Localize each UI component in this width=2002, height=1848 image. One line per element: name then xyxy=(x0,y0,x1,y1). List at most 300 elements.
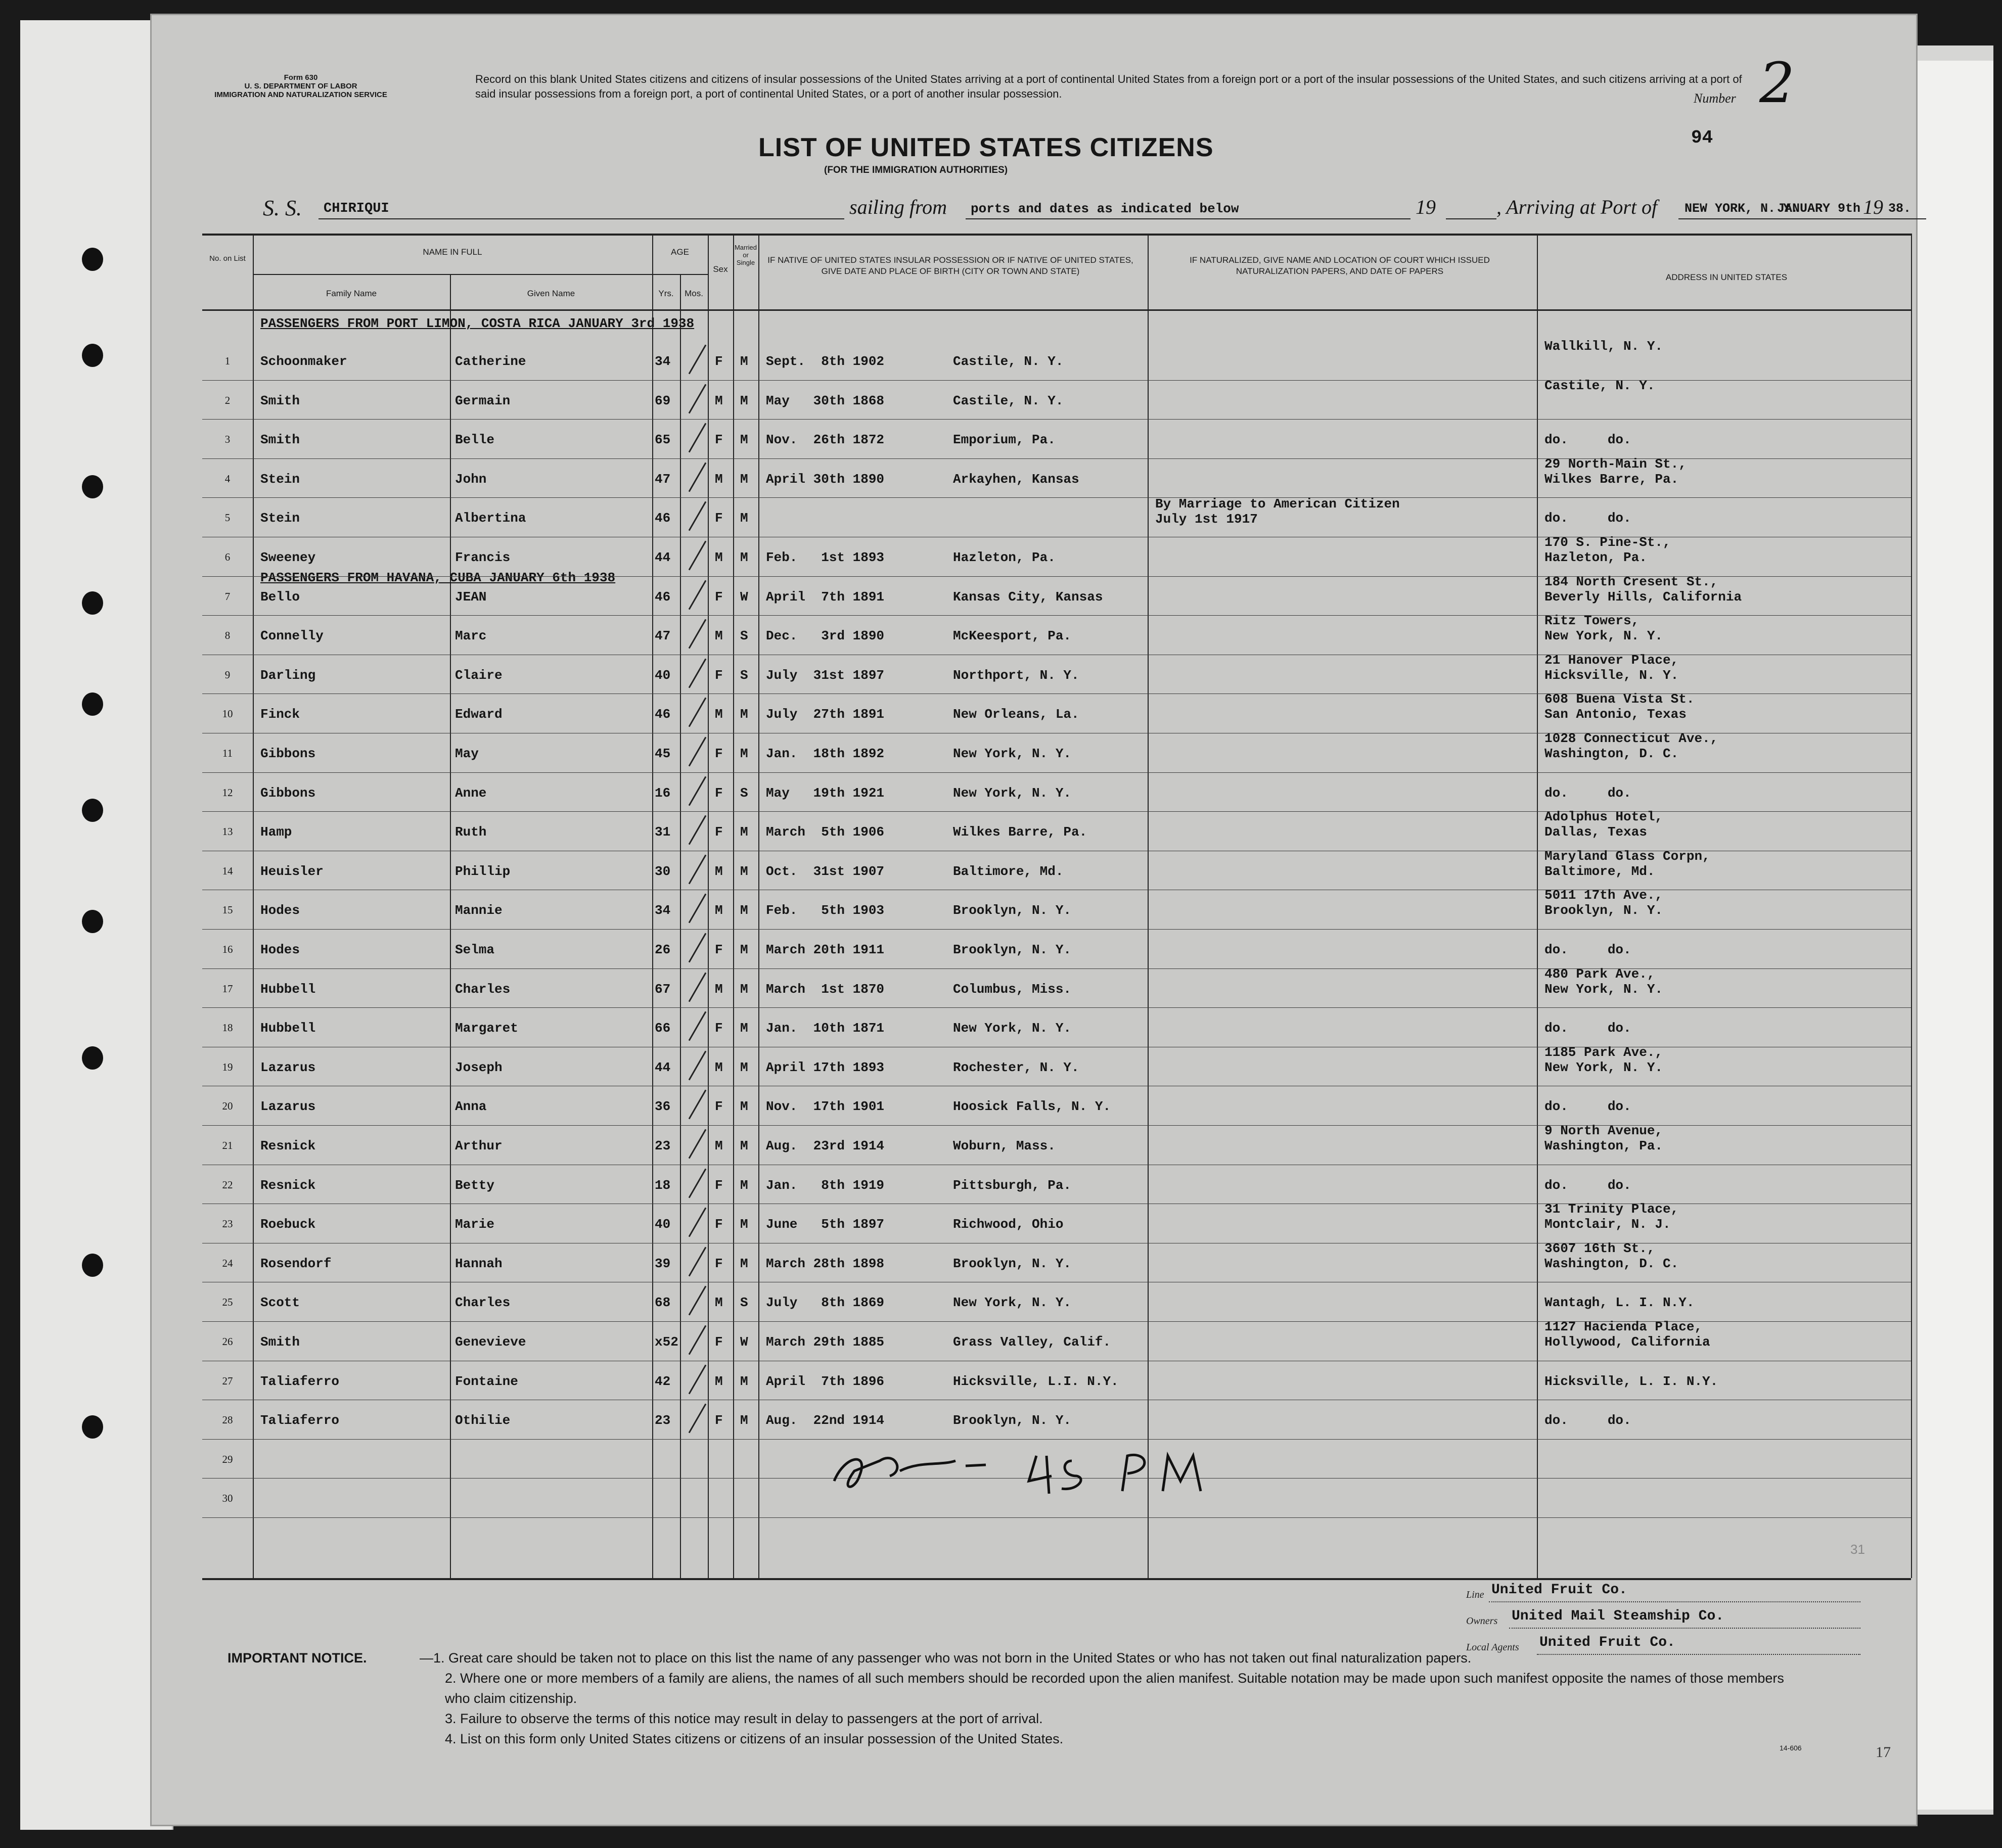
birth-place: Pittsburgh, Pa. xyxy=(953,1177,1072,1193)
family-name: Hubbell xyxy=(260,981,316,997)
passenger-table xyxy=(202,234,1911,1578)
birth-place: New York, N. Y. xyxy=(953,1295,1072,1311)
sex: F xyxy=(715,1177,723,1193)
address-line-1: Adolphus Hotel, xyxy=(1544,809,1663,825)
age-years: 34 xyxy=(655,354,671,369)
notice-item-3: 3. Failure to observe the terms of this notice may result in delay to passengers at the port of arrival. xyxy=(445,1711,1043,1726)
arrival-year-prefix: 19 xyxy=(1863,196,1883,218)
notice-item-4: 4. List on this form only United States citizens or citizens of an insular possession of the United States. xyxy=(445,1731,1064,1746)
binder-hole xyxy=(82,344,103,367)
age-years: 47 xyxy=(655,628,671,644)
birth-date: June 5th 1897 xyxy=(766,1217,885,1232)
service: IMMIGRATION AND NATURALIZATION SERVICE xyxy=(214,90,387,99)
marital-status: M xyxy=(740,1177,748,1193)
given-name: Arthur xyxy=(455,1138,503,1153)
birth-place: New York, N. Y. xyxy=(953,785,1072,801)
address-line-2: do. do. xyxy=(1544,942,1631,957)
col-yrs-header: Yrs. xyxy=(658,289,674,298)
birth-date: July 8th 1869 xyxy=(766,1295,885,1311)
marital-status: M xyxy=(740,550,748,565)
check-mark xyxy=(689,384,707,413)
address-line-2: Dallas, Texas xyxy=(1544,824,1647,840)
table-row xyxy=(202,1165,1911,1204)
marital-status: S xyxy=(740,667,748,683)
age-years: 39 xyxy=(655,1256,671,1271)
address-line-1: Wallkill, N. Y. xyxy=(1544,339,1663,354)
row-number: 30 xyxy=(222,1492,233,1505)
address-line-2: Hazleton, Pa. xyxy=(1544,550,1647,565)
table-row xyxy=(202,497,1911,537)
marital-status: M xyxy=(740,903,748,918)
address-line-2: San Antonio, Texas xyxy=(1544,707,1687,722)
binder-hole xyxy=(82,1046,103,1070)
marital-status: S xyxy=(740,785,748,801)
address-line-2: do. do. xyxy=(1544,1177,1631,1193)
age-years: 68 xyxy=(655,1295,671,1311)
sex: F xyxy=(715,824,723,840)
age-years: 26 xyxy=(655,942,671,957)
sex: F xyxy=(715,1256,723,1271)
address-line-2: Beverly Hills, California xyxy=(1544,589,1742,605)
marital-status: M xyxy=(740,1373,748,1389)
age-years: 18 xyxy=(655,1177,671,1193)
col-given-header: Given Name xyxy=(527,289,575,298)
row-number: 19 xyxy=(222,1060,233,1073)
row-number: 23 xyxy=(222,1218,233,1230)
form-number: Form 630 xyxy=(284,73,318,82)
age-years: 46 xyxy=(655,589,671,605)
address-line-1: 9 North Avenue, xyxy=(1544,1123,1663,1138)
marital-status: M xyxy=(740,824,748,840)
binder-hole xyxy=(82,248,103,271)
family-name: Rosendorf xyxy=(260,1256,332,1271)
row-number: 14 xyxy=(222,864,233,877)
check-mark xyxy=(689,1090,707,1120)
marital-status: S xyxy=(740,628,748,644)
section-header-havana: PASSENGERS FROM HAVANA, CUBA JANUARY 6th 1938 xyxy=(260,570,616,585)
family-name: Resnick xyxy=(260,1138,316,1153)
sex: F xyxy=(715,1413,723,1428)
col-address-header: ADDRESS IN UNITED STATES xyxy=(1665,272,1788,282)
row-number: 15 xyxy=(222,904,233,916)
col-naturalized-header: IF NATURALIZED, GIVE NAME AND LOCATION OF COURT WHICH ISSUED NATURALIZATION PAPERS, AND DATE OF PAPERS xyxy=(1190,255,1490,276)
address-line-2: do. do. xyxy=(1544,785,1631,801)
table-row xyxy=(202,691,1911,733)
address-line-2: Washington, D. C. xyxy=(1544,1256,1679,1271)
family-name: Finck xyxy=(260,707,300,722)
table-row xyxy=(202,1361,1911,1400)
given-name: Othilie xyxy=(455,1413,511,1428)
address-line-2: Montclair, N. J. xyxy=(1544,1217,1671,1232)
row-number: 2 xyxy=(224,394,231,406)
birth-date: Jan. 18th 1892 xyxy=(766,746,885,761)
address-line-2: Wantagh, L. I. N.Y. xyxy=(1544,1295,1695,1311)
sex: M xyxy=(715,628,723,644)
family-name: Bello xyxy=(260,589,300,605)
birth-date: Dec. 3rd 1890 xyxy=(766,628,885,644)
table-row xyxy=(202,968,1911,1008)
sex: F xyxy=(715,785,723,801)
birth-place: Columbus, Miss. xyxy=(953,981,1072,997)
table-row xyxy=(202,1044,1911,1086)
row-number: 12 xyxy=(222,786,233,799)
marital-status: M xyxy=(740,1021,748,1036)
check-mark xyxy=(689,1129,707,1159)
sex: F xyxy=(715,589,723,605)
check-mark xyxy=(689,1325,707,1355)
col-age-header: AGE xyxy=(671,247,689,257)
age-years: 44 xyxy=(655,1059,671,1075)
address-line-2: do. do. xyxy=(1544,1021,1631,1036)
corner-mark: 17 xyxy=(1876,1744,1891,1761)
age-years: 66 xyxy=(655,1021,671,1036)
given-name: Francis xyxy=(455,550,511,565)
check-mark xyxy=(689,423,707,453)
birth-date: April 7th 1891 xyxy=(766,589,885,605)
birth-date: April 30th 1890 xyxy=(766,471,885,487)
marital-status: M xyxy=(740,981,748,997)
birth-place: Baltimore, Md. xyxy=(953,863,1064,879)
row-number: 16 xyxy=(222,943,233,955)
given-name: JEAN xyxy=(455,589,487,605)
address-line-2: Washington, D. C. xyxy=(1544,746,1679,761)
age-years: 23 xyxy=(655,1413,671,1428)
address-line-1: Castile, N. Y. xyxy=(1544,378,1655,393)
table-row xyxy=(202,458,1911,498)
table-row xyxy=(202,1204,1911,1243)
given-name: Claire xyxy=(455,667,503,683)
birth-place: Northport, N. Y. xyxy=(953,667,1079,683)
agents-value: United Fruit Co. xyxy=(1539,1635,1675,1650)
check-mark xyxy=(689,698,707,727)
check-mark xyxy=(689,933,707,963)
family-name: Lazarus xyxy=(260,1059,316,1075)
address-line-1: 170 S. Pine-St., xyxy=(1544,535,1671,550)
age-years: 16 xyxy=(655,785,671,801)
number-value: 2 xyxy=(1759,51,1795,115)
address-line-2: do. do. xyxy=(1544,432,1631,448)
birth-date: March 5th 1906 xyxy=(766,824,885,840)
birth-place: New Orleans, La. xyxy=(953,707,1079,722)
age-years: 30 xyxy=(655,863,671,879)
sex: M xyxy=(715,393,723,408)
given-name: Margaret xyxy=(455,1021,518,1036)
family-name: Roebuck xyxy=(260,1217,316,1232)
form-identifier xyxy=(192,73,410,99)
given-name: Fontaine xyxy=(455,1373,518,1389)
birth-date: Aug. 22nd 1914 xyxy=(766,1413,885,1428)
sex: M xyxy=(715,471,723,487)
birth-date: March 20th 1911 xyxy=(766,942,885,957)
table-row xyxy=(202,341,1911,380)
table-row xyxy=(202,576,1911,616)
manifest-sheet xyxy=(152,15,1916,1825)
sex: M xyxy=(715,903,723,918)
department: U. S. DEPARTMENT OF LABOR xyxy=(244,82,357,90)
table-row xyxy=(202,380,1911,420)
birth-date: May 19th 1921 xyxy=(766,785,885,801)
voyage-line xyxy=(263,195,1912,225)
marital-status: M xyxy=(740,863,748,879)
line-label: Line xyxy=(1466,1589,1484,1600)
back-page-edge xyxy=(1916,61,1993,1810)
owners-row xyxy=(1466,1608,1871,1635)
address-line-1: Maryland Glass Corpn, xyxy=(1544,848,1710,864)
family-name: Connelly xyxy=(260,628,324,644)
check-mark xyxy=(689,737,707,767)
row-number: 22 xyxy=(222,1178,233,1191)
page-subtitle: (FOR THE IMMIGRATION AUTHORITIES) xyxy=(824,165,1008,175)
binder-hole xyxy=(82,1254,103,1277)
birth-place: Hicksville, L.I. N.Y. xyxy=(953,1373,1119,1389)
birth-date: March 28th 1898 xyxy=(766,1256,885,1271)
check-mark xyxy=(689,1011,707,1041)
address-line-2: Hicksville, L. I. N.Y. xyxy=(1544,1373,1718,1389)
family-name: Smith xyxy=(260,393,300,408)
check-mark xyxy=(689,501,707,531)
birth-date: Aug. 23rd 1914 xyxy=(766,1138,885,1153)
birth-date: July 31st 1897 xyxy=(766,667,885,683)
given-name: Anne xyxy=(455,785,487,801)
row-number: 24 xyxy=(222,1257,233,1269)
footer-code: 14-606 xyxy=(1780,1744,1802,1752)
table-row xyxy=(202,811,1911,851)
binder-hole xyxy=(82,799,103,822)
owners-label: Owners xyxy=(1466,1615,1498,1627)
ss-label: S. S. xyxy=(263,196,302,220)
row-number: 5 xyxy=(224,512,231,524)
age-years: 23 xyxy=(655,1138,671,1153)
birth-date: March 1st 1870 xyxy=(766,981,885,997)
col-married-header: Married or Single xyxy=(734,244,757,266)
given-name: Catherine xyxy=(455,354,526,369)
birth-date: April 7th 1896 xyxy=(766,1373,885,1389)
birth-date: May 30th 1868 xyxy=(766,393,885,408)
margin-mark: 31 xyxy=(1850,1542,1865,1557)
address-line-1: 3607 16th St., xyxy=(1544,1240,1655,1256)
check-mark xyxy=(689,854,707,884)
address-line-2: Brooklyn, N. Y. xyxy=(1544,903,1663,918)
family-name: Schoonmaker xyxy=(260,354,347,369)
table-row xyxy=(202,652,1911,694)
check-mark xyxy=(689,345,707,375)
age-years: x52 xyxy=(655,1334,678,1350)
sex: M xyxy=(715,1138,723,1153)
table-row xyxy=(202,1282,1911,1321)
check-mark xyxy=(689,1208,707,1237)
birth-date: Jan. 8th 1919 xyxy=(766,1177,885,1193)
given-name: Betty xyxy=(455,1177,495,1193)
binder-hole xyxy=(82,692,103,716)
row-number: 26 xyxy=(222,1335,233,1348)
family-name: Smith xyxy=(260,432,300,448)
birth-date: April 17th 1893 xyxy=(766,1059,885,1075)
sex: F xyxy=(715,511,723,526)
table-row xyxy=(202,1007,1911,1047)
birth-place: Hazleton, Pa. xyxy=(953,550,1056,565)
binder-hole xyxy=(82,591,103,615)
address-line-1: 1185 Park Ave., xyxy=(1544,1044,1663,1060)
row-number: 6 xyxy=(224,551,231,563)
row-number: 11 xyxy=(222,747,233,759)
col-mos-header: Mos. xyxy=(685,289,703,298)
address-line-1: 184 North Cresent St., xyxy=(1544,574,1718,589)
address-line-1: 1028 Connecticut Ave., xyxy=(1544,731,1718,746)
given-name: Charles xyxy=(455,981,511,997)
row-number: 1 xyxy=(224,355,231,367)
age-years: 42 xyxy=(655,1373,671,1389)
arrival-port: NEW YORK, N. Y. xyxy=(1685,201,1799,216)
birth-place: Castile, N. Y. xyxy=(953,393,1064,408)
marital-status: S xyxy=(740,1295,748,1311)
check-mark xyxy=(689,1404,707,1434)
check-mark xyxy=(689,658,707,688)
family-name: Hubbell xyxy=(260,1021,316,1036)
given-name: Albertina xyxy=(455,511,526,526)
birth-date: Nov. 26th 1872 xyxy=(766,432,885,448)
check-mark xyxy=(689,619,707,649)
row-number: 25 xyxy=(222,1296,233,1309)
check-mark xyxy=(689,1246,707,1276)
marital-status: M xyxy=(740,471,748,487)
birth-place: Richwood, Ohio xyxy=(953,1217,1064,1232)
birth-place: Wilkes Barre, Pa. xyxy=(953,824,1087,840)
family-name: Gibbons xyxy=(260,746,316,761)
agents-label: Local Agents xyxy=(1466,1642,1519,1653)
check-mark xyxy=(689,462,707,492)
birth-place: Emporium, Pa. xyxy=(953,432,1056,448)
binder-strip xyxy=(20,20,173,1830)
address-line-2: New York, N. Y. xyxy=(1544,628,1663,644)
binder-hole xyxy=(82,475,103,498)
given-name: Selma xyxy=(455,942,495,957)
check-mark xyxy=(689,1050,707,1080)
row-number: 13 xyxy=(222,825,233,838)
marital-status: M xyxy=(740,1413,748,1428)
age-years: 65 xyxy=(655,432,671,448)
row-number: 9 xyxy=(224,668,231,681)
check-mark xyxy=(689,1364,707,1394)
birth-place: Hoosick Falls, N. Y. xyxy=(953,1099,1111,1115)
birth-date: Jan. 10th 1871 xyxy=(766,1021,885,1036)
binder-hole xyxy=(82,910,103,933)
col-family-header: Family Name xyxy=(326,289,377,298)
notice-item-1: —1. Great care should be taken not to place on this list the name of any passenger who was not born in the United States or who has not taken out final naturalization papers. xyxy=(420,1650,1472,1666)
address-line-1: 1127 Hacienda Place, xyxy=(1544,1319,1703,1334)
age-years: 40 xyxy=(655,667,671,683)
address-line-1: 480 Park Ave., xyxy=(1544,966,1655,982)
birth-place: Kansas City, Kansas xyxy=(953,589,1103,605)
given-name: Marie xyxy=(455,1217,495,1232)
sailing-value: ports and dates as indicated below xyxy=(971,201,1239,216)
row-number: 28 xyxy=(222,1414,233,1426)
table-row xyxy=(202,419,1911,458)
birth-place: New York, N. Y. xyxy=(953,746,1072,761)
birth-date: March 29th 1885 xyxy=(766,1334,885,1350)
row-number: 17 xyxy=(222,982,233,995)
check-mark xyxy=(689,972,707,1002)
address-line-2: New York, N. Y. xyxy=(1544,981,1663,997)
given-name: Hannah xyxy=(455,1256,503,1271)
birth-place: Grass Valley, Calif. xyxy=(953,1334,1111,1350)
row-number: 29 xyxy=(222,1453,233,1465)
family-name: Gibbons xyxy=(260,785,316,801)
birth-date: Sept. 8th 1902 xyxy=(766,354,885,369)
table-row xyxy=(202,537,1911,576)
given-name: Edward xyxy=(455,707,503,722)
given-name: Charles xyxy=(455,1295,511,1311)
birth-date: Nov. 17th 1901 xyxy=(766,1099,885,1115)
sex: F xyxy=(715,1217,723,1232)
family-name: Stein xyxy=(260,471,300,487)
given-name: Genevieve xyxy=(455,1334,526,1350)
col-sex-header: Sex xyxy=(713,264,728,274)
family-name: Hodes xyxy=(260,903,300,918)
sex: F xyxy=(715,1099,723,1115)
row-number: 8 xyxy=(224,629,231,642)
birth-place: Brooklyn, N. Y. xyxy=(953,903,1072,918)
line-row xyxy=(1466,1582,1871,1608)
given-name: Anna xyxy=(455,1099,487,1115)
sex: F xyxy=(715,432,723,448)
family-name: Hamp xyxy=(260,824,292,840)
sex: F xyxy=(715,1334,723,1350)
sex: F xyxy=(715,1021,723,1036)
address-line-1: 5011 17th Ave., xyxy=(1544,888,1663,903)
arrival-date: JANUARY 9th xyxy=(1777,201,1861,216)
given-name: John xyxy=(455,471,487,487)
arriving-label: , Arriving at Port of xyxy=(1496,196,1658,218)
table-row xyxy=(202,929,1911,968)
naturalization-info: By Marriage to American Citizen July 1st 1917 xyxy=(1155,496,1400,527)
birth-place: Brooklyn, N. Y. xyxy=(953,942,1072,957)
given-name: Ruth xyxy=(455,824,487,840)
marital-status: M xyxy=(740,1138,748,1153)
page-title: LIST OF UNITED STATES CITIZENS xyxy=(758,133,1214,162)
sex: F xyxy=(715,942,723,957)
age-years: 31 xyxy=(655,824,671,840)
record-note: Record on this blank United States citizens and citizens of insular possessions of the United States arriving at a port of continental United States from a foreign port or a port of the insular possessions of the United States, and such citizens arriving at a port of said insular possessions from a foreign port, a port of continental United States, or a port of another insular possession. xyxy=(475,73,1742,100)
age-years: 36 xyxy=(655,1099,671,1115)
birth-date: July 27th 1891 xyxy=(766,707,885,722)
check-mark xyxy=(689,815,707,845)
table-row xyxy=(202,1321,1911,1361)
table-row xyxy=(202,1125,1911,1165)
check-mark xyxy=(689,894,707,923)
notice-label: IMPORTANT NOTICE. xyxy=(228,1650,367,1666)
check-mark xyxy=(689,541,707,571)
row-number: 3 xyxy=(224,433,231,446)
table-row xyxy=(202,1400,1911,1439)
family-name: Lazarus xyxy=(260,1099,316,1115)
marital-status: M xyxy=(740,746,748,761)
check-mark xyxy=(689,1168,707,1198)
family-name: Smith xyxy=(260,1334,300,1350)
family-name: Taliaferro xyxy=(260,1373,340,1389)
col-name-header: NAME IN FULL xyxy=(423,247,482,257)
sex: F xyxy=(715,746,723,761)
marital-status: W xyxy=(740,589,748,605)
address-line-1: 29 North-Main St., xyxy=(1544,456,1687,472)
birth-place: Arkayhen, Kansas xyxy=(953,471,1079,487)
given-name: Marc xyxy=(455,628,487,644)
sex: M xyxy=(715,1295,723,1311)
marital-status: M xyxy=(740,1099,748,1115)
marital-status: M xyxy=(740,393,748,408)
arrival-year: 38. xyxy=(1888,201,1912,216)
address-line-2: do. do. xyxy=(1544,1413,1631,1428)
row-number: 20 xyxy=(222,1100,233,1113)
